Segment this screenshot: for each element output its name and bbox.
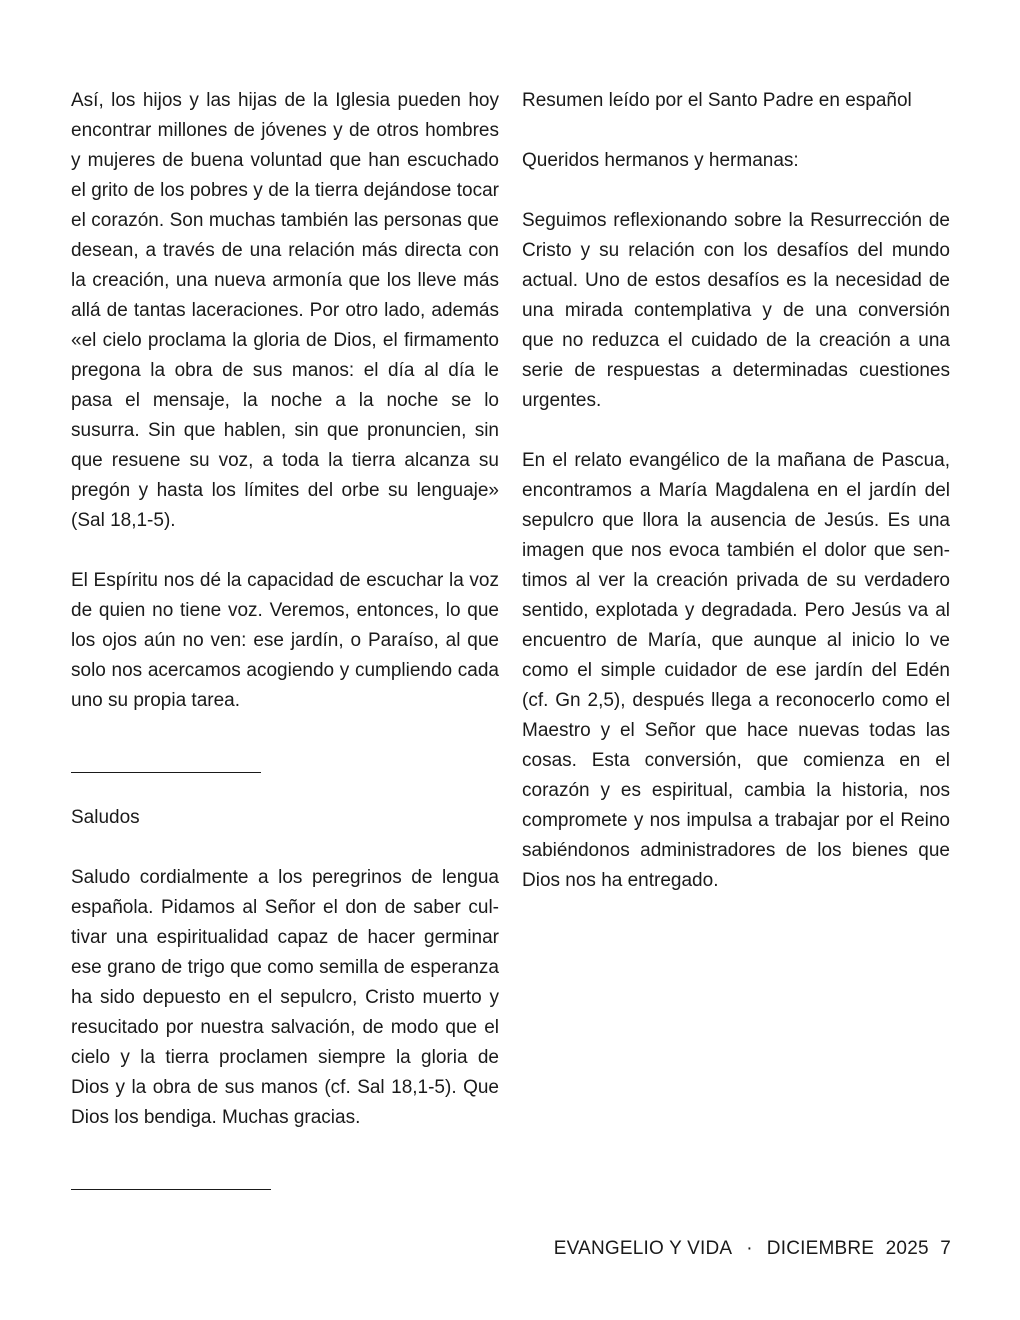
- page-number: 7: [940, 1238, 951, 1259]
- page-footer: [554, 1236, 951, 1262]
- salutation: Queridos hermanos y hermanas:: [522, 150, 799, 171]
- left-column: [71, 86, 499, 1220]
- footer-separator: ·: [746, 1238, 753, 1259]
- end-divider: [71, 1189, 271, 1190]
- paragraph-resurrection: Seguimos reflexionando sobre la Resurrección de Cristo y su relación con los desafíos del mundo actual. Uno de estos desafíos es la necesidad de una mirada contemplativa y de una conversión que no reduzca el cuidado de la creación a una serie de respuestas a determinadas cuestiones urgentes.: [522, 210, 950, 411]
- summary-heading: Resumen leído por el Santo Padre en español: [522, 90, 912, 111]
- right-column: [522, 86, 950, 926]
- publication-name: EVANGELIO Y VIDA: [553, 1238, 733, 1259]
- issue-year: 2025: [885, 1238, 929, 1259]
- paragraph-spirit-voice: El Espíritu nos dé la capacidad de escuchar la voz de quien no tiene voz. Veremos, entonces, lo que los ojos aún no ven: ese jardín, o Paraíso, al que solo nos acercamos acogiendo y cumpliendo cada uno su propia tarea.: [71, 570, 499, 711]
- paragraph-greetings: Saludo cordialmente a los peregrinos de lengua española. Pidamos al Señor el don de saber cultivar una espiritualidad capaz de hacer germinar ese grano de trigo que como semilla de esperanza ha sido depuesto en el sepulcro, Cristo muerto y resucitado por nuestra salvación, de modo que el cielo y la tierra proclamen siempre la gloria de Dios y la obra de sus manos (cf. Sal 18,1-5). Que Dios los bendiga. Muchas gracias.: [71, 867, 499, 1128]
- greetings-heading: Saludos: [71, 807, 140, 828]
- paragraph-mary-magdalene: En el relato evangélico de la mañana de Pascua, encontramos a María Magdalena en el jardín del sepulcro que llora la ausencia de Jesús. Es una imagen que nos evoca también el dolor que sentimos al ver la creación privada de su verdadero sentido, explotada y degradada. Pero Jesús va al encuentro de María, que aunque al inicio lo ve como el simple cuidador de ese jardín del Edén (cf. Gn 2,5), después llega a reconocerlo como el Maestro y el Señor que hace nuevas todas las cosas. Esta conversión, que comienza en el corazón y es espiritual, cambia la historia, nos compromete y nos impulsa a trabajar por el Reino sabiéndonos administradores de los bienes que Dios nos ha entregado.: [522, 450, 950, 891]
- issue-month: DICIEMBRE: [766, 1238, 875, 1259]
- paragraph-church-youth: Así, los hijos y las hijas de la Iglesia pueden hoy encontrar millones de jóvenes y de otros hombres y mujeres de buena voluntad que han escuchado el grito de los pobres y de la tierra dejándose tocar el corazón. Son muchas también las personas que desean, a través de una relación más directa con la creación, una nueva armonía que los lleve más allá de tantas laceraciones. Por otro lado, además «el cielo proclama la gloria de Dios, el firmamento pregona la obra de sus manos: el día al día le pasa el mensaje, la noche a la noche se lo susurra. Sin que hablen, sin que pronuncien, sin que resuene su voz, a toda la tierra alcanza su pregón y hasta los límites del orbe su lenguaje» (Sal 18,1-5).: [71, 90, 499, 531]
- section-divider: [71, 772, 261, 773]
